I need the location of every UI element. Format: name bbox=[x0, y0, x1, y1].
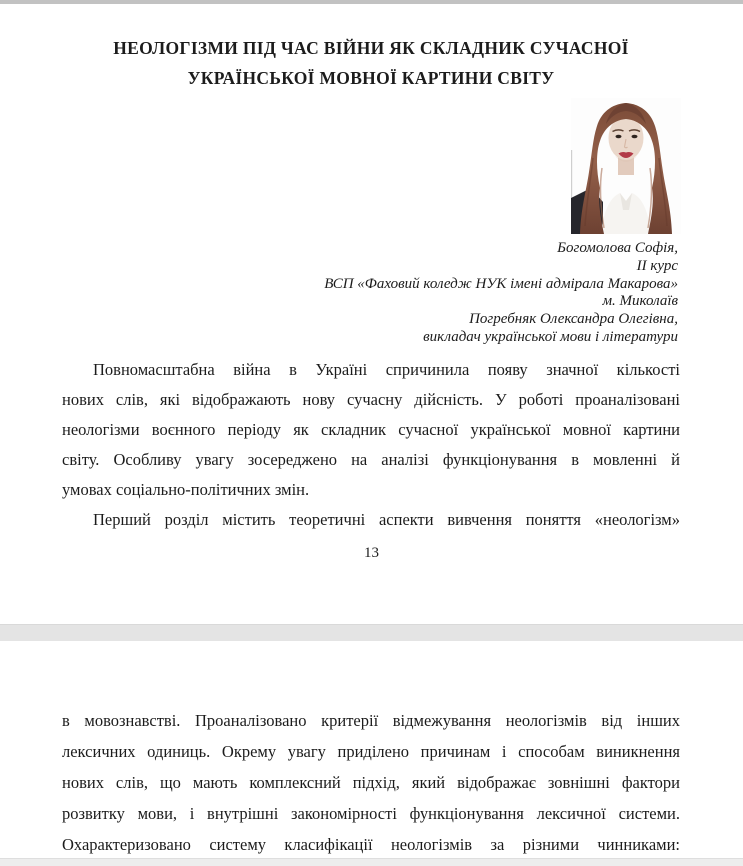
continued-paragraph bbox=[62, 705, 680, 860]
article-title bbox=[62, 33, 680, 93]
author-info-line: Погребняк Олександра Олегівна, bbox=[469, 311, 678, 328]
text-line: в мовознавстві. Проаналізовано критерії відмежування неологізмів від інших bbox=[62, 711, 680, 730]
text-line: Перший розділ містить теоретичні аспекти вивчення поняття «неологізм» bbox=[93, 510, 680, 529]
text-line: розвитку мови, і внутрішні закономірності функціонування лексичної системи. bbox=[62, 804, 680, 823]
author-info-block bbox=[62, 240, 678, 347]
author-info-line: ІІ курс bbox=[636, 257, 678, 274]
text-line: Повномасштабна війна в Україні спричинила появу значної кількості bbox=[93, 360, 680, 379]
author-info-line: м. Миколаїв bbox=[602, 293, 678, 310]
bottom-page-separator bbox=[0, 858, 743, 866]
text-line: Охарактеризовано систему класифікації неологізмів за різними чинниками: bbox=[62, 835, 680, 854]
text-line: нових слів, які відображають нову сучасну дійсність. У роботі проаналізовані bbox=[62, 390, 680, 409]
author-info-line: викладач української мови і літератури bbox=[423, 328, 678, 345]
page-number: 13 bbox=[364, 545, 379, 561]
author-info-line: ВСП «Фаховий коледж НУК імені адмірала Макарова» bbox=[324, 275, 678, 292]
page-gap-separator bbox=[0, 624, 743, 641]
author-info-line: Богомолова Софія, bbox=[557, 240, 678, 256]
document-page-2 bbox=[0, 641, 743, 858]
author-portrait-photo bbox=[571, 98, 681, 234]
title-line: НЕОЛОГІЗМИ ПІД ЧАС ВІЙНИ ЯК СКЛАДНИК СУЧАСНОЇ bbox=[113, 38, 629, 58]
document-page-1 bbox=[0, 4, 743, 624]
title-line: УКРАЇНСЬКОЇ МОВНОЇ КАРТИНИ СВІТУ bbox=[187, 68, 555, 88]
text-line: умовах соціально-політичних змін. bbox=[62, 480, 310, 499]
text-line: нових слів, що мають комплексний підхід, який відображає зовнішні фактори bbox=[62, 773, 680, 792]
abstract-paragraphs bbox=[62, 355, 680, 535]
text-line: світу. Особливу увагу зосереджено на аналізі функціонування в мовленні й bbox=[62, 450, 680, 469]
text-line: лексичних одиниць. Окрему увагу приділено причинам і способам виникнення bbox=[62, 742, 680, 761]
text-line: неологізми воєнного періоду як складник сучасної української мовної картини bbox=[62, 420, 680, 439]
